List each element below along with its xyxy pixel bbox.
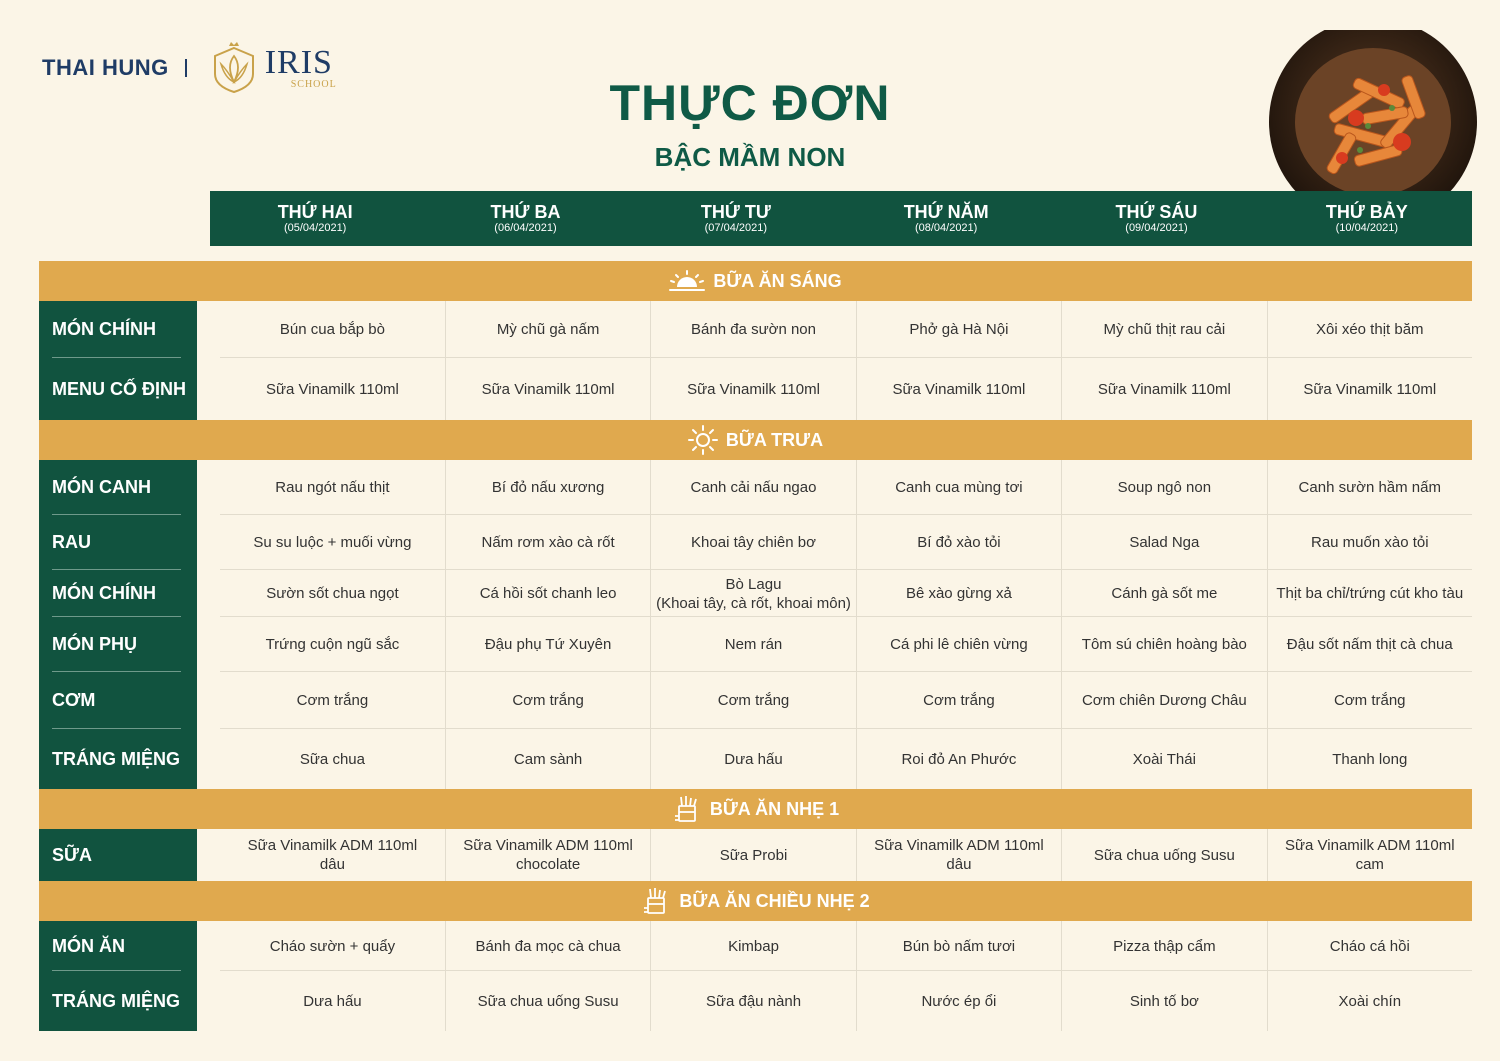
- meal-cell: Pizza thập cẩm: [1061, 921, 1266, 971]
- meal-cell: Nấm rơm xào cà rốt: [445, 515, 650, 570]
- meal-cell: Soup ngô non: [1061, 460, 1266, 515]
- section-title: BỮA ĂN CHIỀU NHẸ 2: [679, 890, 870, 911]
- section-body: [39, 301, 1472, 420]
- sunrise-icon: [669, 270, 705, 292]
- meal-cell: Canh sườn hầm nấm: [1267, 460, 1472, 515]
- table-row: [197, 729, 1472, 789]
- meal-cell: Cháo sườn + quẩy: [269, 937, 396, 955]
- meal-cell: Cơm trắng: [296, 692, 369, 709]
- meal-cell: Bí đỏ xào tỏi: [856, 515, 1061, 570]
- pasta-dish-image: [1264, 30, 1482, 194]
- sun-icon: [688, 425, 718, 455]
- meal-cell: Sữa Vinamilk 110ml: [445, 358, 650, 420]
- snack-icon: [672, 794, 702, 824]
- row-label: MENU CỐ ĐỊNH: [52, 378, 186, 399]
- page-title: THỰC ĐƠN: [609, 75, 891, 131]
- meal-cell: Mỳ chũ gà nấm: [445, 301, 650, 358]
- page-subtitle: BẬC MẦM NON: [654, 142, 846, 172]
- meal-cell: Nem rán: [650, 617, 855, 672]
- meal-cell: Bún cua bắp bò: [279, 321, 385, 338]
- meal-cell: Bò Lagu (Khoai tây, cà rốt, khoai môn): [650, 570, 855, 617]
- meal-cell: Thanh long: [1267, 729, 1472, 789]
- meal-cell: Trứng cuộn ngũ sắc: [265, 636, 400, 653]
- section-title: BỮA ĂN NHẸ 1: [709, 798, 840, 819]
- meal-cell: Sữa Vinamilk ADM 110ml dâu: [247, 837, 418, 873]
- table-row: [197, 829, 1472, 881]
- row-labels: [39, 301, 197, 420]
- meal-cell: Bí đỏ nấu xương: [445, 460, 650, 515]
- weekday-friday: THỨ SÁU (09/04/2021): [1115, 202, 1198, 234]
- meal-cell: Bánh đa mọc cà chua: [445, 921, 650, 971]
- section-header: [39, 881, 1472, 921]
- weekday-tuesday: THỨ BA (06/04/2021): [490, 202, 561, 234]
- meal-cell: Đậu sốt nấm thịt cà chua: [1267, 617, 1472, 672]
- meal-cell: Sườn sốt chua ngọt: [266, 585, 399, 602]
- meal-cell: Sữa Vinamilk 110ml: [265, 380, 399, 398]
- meal-cell: Thịt ba chỉ/trứng cút kho tàu: [1267, 570, 1472, 617]
- meal-cell: Su su luộc + muối vừng: [253, 534, 412, 551]
- meal-cell: Bê xào gừng xả: [856, 570, 1061, 617]
- row-label: MÓN CHÍNH: [39, 301, 197, 358]
- table-row: [197, 617, 1472, 672]
- table-row: [197, 460, 1472, 515]
- meal-cell: Sữa chua uống Susu: [1061, 829, 1266, 881]
- table-row: [197, 570, 1472, 617]
- iris-school: SCHOOL: [290, 79, 337, 90]
- meal-cell: Rau muốn xào tỏi: [1267, 515, 1472, 570]
- section-body: [39, 460, 1472, 789]
- meal-cell: Xoài Thái: [1061, 729, 1266, 789]
- row-labels: [39, 460, 197, 789]
- meal-cell: Xôi xéo thịt băm: [1267, 301, 1472, 358]
- meal-cell: Sữa Vinamilk 110ml: [1061, 358, 1266, 420]
- meal-grid: [197, 460, 1472, 789]
- meal-cell: Cá phi lê chiên vừng: [856, 617, 1061, 672]
- meal-cell: Cháo cá hồi: [1267, 921, 1472, 971]
- meal-cell: Dưa hấu: [303, 992, 362, 1010]
- weekday-monday: THỨ HAI (05/04/2021): [277, 202, 353, 234]
- row-label: SỮA: [52, 844, 92, 865]
- section-title: BỮA ĂN SÁNG: [713, 270, 842, 291]
- meal-cell: Cơm chiên Dương Châu: [1061, 672, 1266, 729]
- meal-cell: Kimbap: [650, 921, 855, 971]
- row-label: RAU: [39, 515, 197, 570]
- meal-cell: Sữa chua: [299, 750, 365, 768]
- meal-cell: Cơm trắng: [856, 672, 1061, 729]
- meal-cell: Sữa chua uống Susu: [445, 971, 650, 1031]
- row-label: MÓN CHÍNH: [39, 570, 197, 617]
- row-label: TRÁNG MIỆNG: [52, 990, 180, 1011]
- section-body: [39, 921, 1472, 1031]
- meal-cell: Sữa đậu nành: [650, 971, 855, 1031]
- meal-cell: Nước ép ổi: [856, 971, 1061, 1031]
- meal-cell: Sữa Vinamilk 110ml: [650, 358, 855, 420]
- meal-cell: Đậu phụ Tứ Xuyên: [445, 617, 650, 672]
- table-row: [197, 971, 1472, 1031]
- meal-grid: [197, 921, 1472, 1031]
- meal-cell: Tôm sú chiên hoàng bào: [1061, 617, 1266, 672]
- table-row: [197, 515, 1472, 570]
- row-label: TRÁNG MIỆNG: [52, 748, 180, 769]
- meal-cell: Sữa Probi: [650, 829, 855, 881]
- table-row: [197, 301, 1472, 358]
- row-labels: [39, 829, 197, 881]
- row-label: MÓN ĂN: [39, 921, 197, 971]
- meal-cell: Cơm trắng: [445, 672, 650, 729]
- meal-cell: Bánh đa sườn non: [650, 301, 855, 358]
- meal-cell: Canh cua mùng tơi: [856, 460, 1061, 515]
- row-label: CƠM: [39, 672, 197, 729]
- meal-cell: Sữa Vinamilk 110ml: [856, 358, 1061, 420]
- menu-table: [39, 261, 1472, 1031]
- weekday-thursday: THỨ NĂM (08/04/2021): [903, 202, 989, 234]
- meal-cell: Sữa Vinamilk ADM 110ml chocolate: [445, 829, 650, 881]
- snack-icon: [641, 886, 671, 916]
- meal-cell: Salad Nga: [1061, 515, 1266, 570]
- section-header: [39, 789, 1472, 829]
- weekday-wednesday: THỨ TƯ (07/04/2021): [700, 202, 771, 234]
- meal-grid: [197, 301, 1472, 420]
- meal-cell: Khoai tây chiên bơ: [650, 515, 855, 570]
- brand-thai-hung: THAI HUNG: [42, 55, 169, 80]
- table-row: [197, 358, 1472, 420]
- section-title: BỮA TRƯA: [725, 429, 824, 450]
- section-header: [39, 261, 1472, 301]
- meal-cell: Sữa Vinamilk ADM 110ml cam: [1267, 829, 1472, 881]
- meal-cell: Cá hồi sốt chanh leo: [445, 570, 650, 617]
- row-labels: [39, 921, 197, 1031]
- meal-cell: Sinh tố bơ: [1061, 971, 1266, 1031]
- table-row: [197, 672, 1472, 729]
- meal-cell: Canh cải nấu ngao: [650, 460, 855, 515]
- meal-cell: Phở gà Hà Nội: [856, 301, 1061, 358]
- weekday-saturday: THỨ BẢY (10/04/2021): [1325, 202, 1408, 234]
- meal-cell: Rau ngót nấu thịt: [275, 479, 390, 496]
- meal-cell: Mỳ chũ thịt rau cải: [1061, 301, 1266, 358]
- meal-cell: Bún bò nấm tươi: [856, 921, 1061, 971]
- section-header: [39, 420, 1472, 460]
- meal-grid: [197, 829, 1472, 881]
- meal-cell: Dưa hấu: [650, 729, 855, 789]
- meal-cell: Cơm trắng: [1267, 672, 1472, 729]
- table-row: [197, 921, 1472, 971]
- row-label: MÓN PHỤ: [39, 617, 197, 672]
- section-body: [39, 829, 1472, 881]
- meal-cell: Cơm trắng: [650, 672, 855, 729]
- meal-cell: Sữa Vinamilk ADM 110ml dâu: [856, 829, 1061, 881]
- meal-cell: Sữa Vinamilk 110ml: [1267, 358, 1472, 420]
- meal-cell: Cánh gà sốt me: [1061, 570, 1266, 617]
- meal-cell: Xoài chín: [1267, 971, 1472, 1031]
- weekday-header: [210, 191, 1472, 246]
- meal-cell: Roi đỏ An Phước: [856, 729, 1061, 789]
- iris-name: IRIS: [264, 44, 333, 81]
- row-label: MÓN CANH: [39, 460, 197, 515]
- meal-cell: Cam sành: [445, 729, 650, 789]
